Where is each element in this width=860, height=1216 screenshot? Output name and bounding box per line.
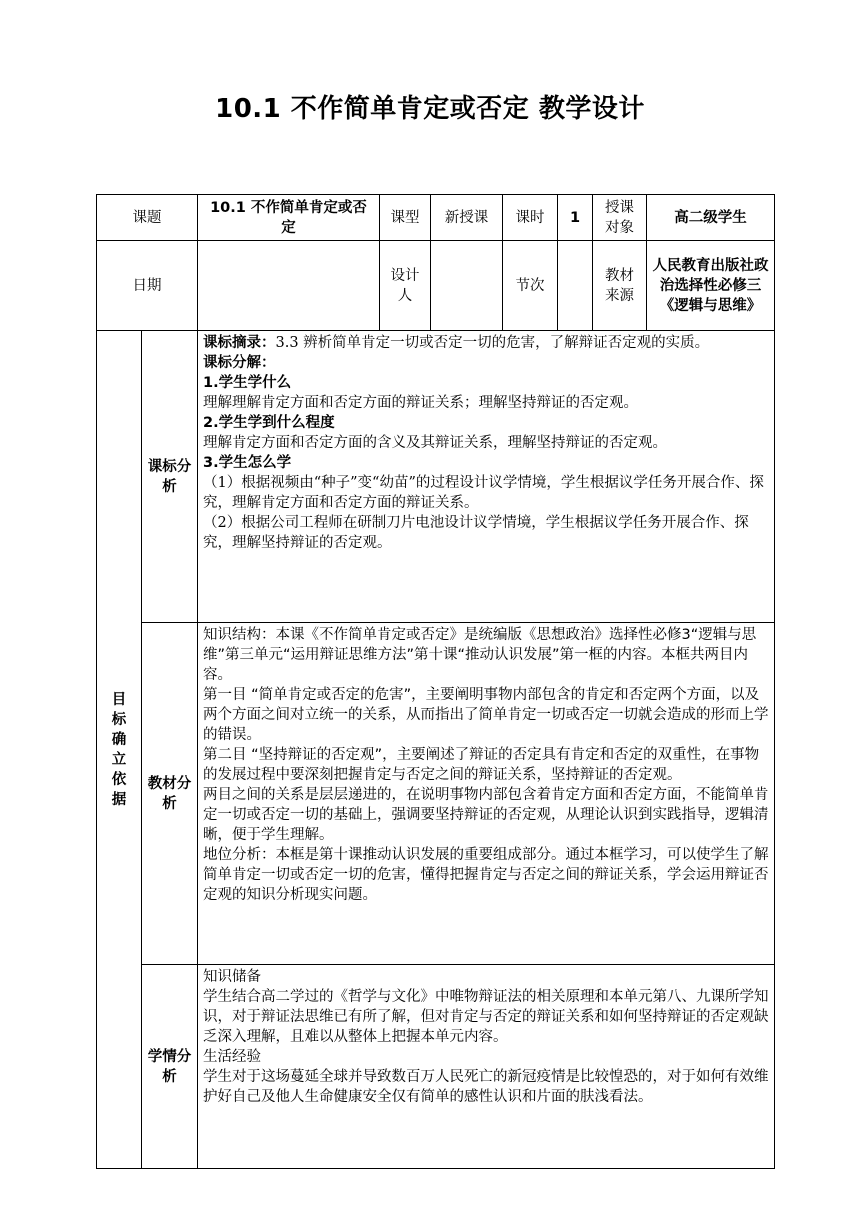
- kebiao-q1: 1.学生学什么: [203, 375, 292, 391]
- jieci-label: 节次: [503, 241, 558, 331]
- keshi-value: 1: [558, 195, 593, 241]
- kebiao-a3-1: （1）根据视频由“种子”变“幼苗”的过程设计议学情境，学生根据议学任务开展合作、探究，理解肯定方面和否定方面的辩证关系。: [203, 475, 764, 511]
- xueqing-label: 学情分析: [142, 965, 198, 1169]
- xueqing-h2: 生活经验: [203, 1049, 261, 1065]
- kebiao-content: [198, 331, 775, 623]
- sheji-label: 设计人: [380, 241, 431, 331]
- section-char: 标: [111, 711, 127, 728]
- keshi-label: 课时: [503, 195, 558, 241]
- jiaocai-p1: 知识结构：本课《不作简单肯定或否定》是统编版《思想政治》选择性必修3“逻辑与思维”第三单元“运用辩证思维方法”第十课“推动认识发展”第一框的内容。本框共两目内容。: [203, 627, 757, 683]
- section-label: [97, 331, 142, 1169]
- kebiao-q2: 2.学生学到什么程度: [203, 415, 335, 431]
- page-title: 10.1 不作简单肯定或否定 教学设计: [215, 94, 645, 124]
- jiaocai-content: [198, 623, 775, 965]
- kebiao-row: [97, 331, 775, 623]
- jieci-value: [558, 241, 593, 331]
- shouke-value: 高二级学生: [647, 195, 775, 241]
- kebiao-zhailu: 课标摘录：3.3 辨析简单肯定一切或否定一切的危害，了解辩证否定观的实质。: [203, 335, 710, 351]
- header-row-1: [97, 195, 775, 241]
- xueqing-p1: 学生结合高二学过的《哲学与文化》中唯物辩证法的相关原理和本单元第八、九课所学知识，对于辩证法思维已有所了解，但对肯定与否定的辩证关系和如何坚持辩证的否定观缺乏深入理解，且难以从整体上把握本单元内容。: [203, 989, 769, 1045]
- jiaocai-fenxi-label: 教材分析: [142, 623, 198, 965]
- keti-label: 课题: [97, 195, 198, 241]
- kexing-value: 新授课: [431, 195, 503, 241]
- kebiao-a1: 理解理解肯定方面和否定方面的辩证关系；理解坚持辩证的否定观。: [203, 395, 638, 411]
- jiaocai-label: 教材来源: [593, 241, 647, 331]
- xueqing-h1: 知识储备: [203, 969, 261, 985]
- section-char: 确: [111, 731, 127, 748]
- jiaocai-p4: 两目之间的关系是层层递进的，在说明事物内部包含着肯定方面和否定方面，不能简单肯定一切或否定一切的基础上，强调要坚持辩证的否定观，从理论认识到实践指导，逻辑清晰，便于学生理解。: [203, 787, 769, 843]
- header-row-2: [97, 241, 775, 331]
- kebiao-label: 课标分析: [142, 331, 198, 623]
- jiaocai-p5: 地位分析：本框是第十课推动认识发展的重要组成部分。通过本框学习，可以使学生了解简单肯定一切或否定一切的危害，懂得把握肯定与否定之间的辩证关系，学会运用辩证否定观的知识分析现实问题。: [203, 847, 769, 903]
- kebiao-a3-2: （2）根据公司工程师在研制刀片电池设计议学情境，学生根据议学任务开展合作、探究，理解坚持辩证的否定观。: [203, 515, 749, 551]
- section-char: 据: [111, 791, 127, 808]
- section-char: 立: [111, 751, 127, 768]
- jiaocai-value: 人民教育出版社政治选择性必修三《逻辑与思维》: [647, 241, 775, 331]
- riqi-label: 日期: [97, 241, 198, 331]
- kebiao-q3: 3.学生怎么学: [203, 455, 292, 471]
- jiaocai-p3: 第二目 “坚持辩证的否定观”，主要阐述了辩证的否定具有肯定和否定的双重性，在事物的发展过程中要深刻把握肯定与否定之间的辩证关系，坚持辩证的否定观。: [203, 747, 760, 783]
- shouke-label: 授课对象: [593, 195, 647, 241]
- kexing-label: 课型: [380, 195, 431, 241]
- riqi-value: [198, 241, 380, 331]
- jiaocai-row: [97, 623, 775, 965]
- xueqing-p2: 学生对于这场蔓延全球并导致数百万人民死亡的新冠疫情是比较惶恐的，对于如何有效维护好自己及他人生命健康安全仅有简单的感性认识和片面的肤浅看法。: [203, 1069, 769, 1105]
- kebiao-a2: 理解肯定方面和否定方面的含义及其辩证关系，理解坚持辩证的否定观。: [203, 435, 667, 451]
- lesson-plan-table: [96, 194, 775, 1169]
- jiaocai-p2: 第一目 “简单肯定或否定的危害”，主要阐明事物内部包含的肯定和否定两个方面，以及两个方面之间对立统一的关系，从而指出了简单肯定一切或否定一切就会造成的形而上学的错误。: [203, 687, 769, 743]
- section-char: 目: [111, 691, 127, 708]
- kebiao-fenjie-label: 课标分解：: [203, 355, 276, 371]
- sheji-value: [431, 241, 503, 331]
- xueqing-content: [198, 965, 775, 1169]
- keti-value: 10.1 不作简单肯定或否定: [198, 195, 380, 241]
- section-char: 依: [111, 771, 127, 788]
- xueqing-row: [97, 965, 775, 1169]
